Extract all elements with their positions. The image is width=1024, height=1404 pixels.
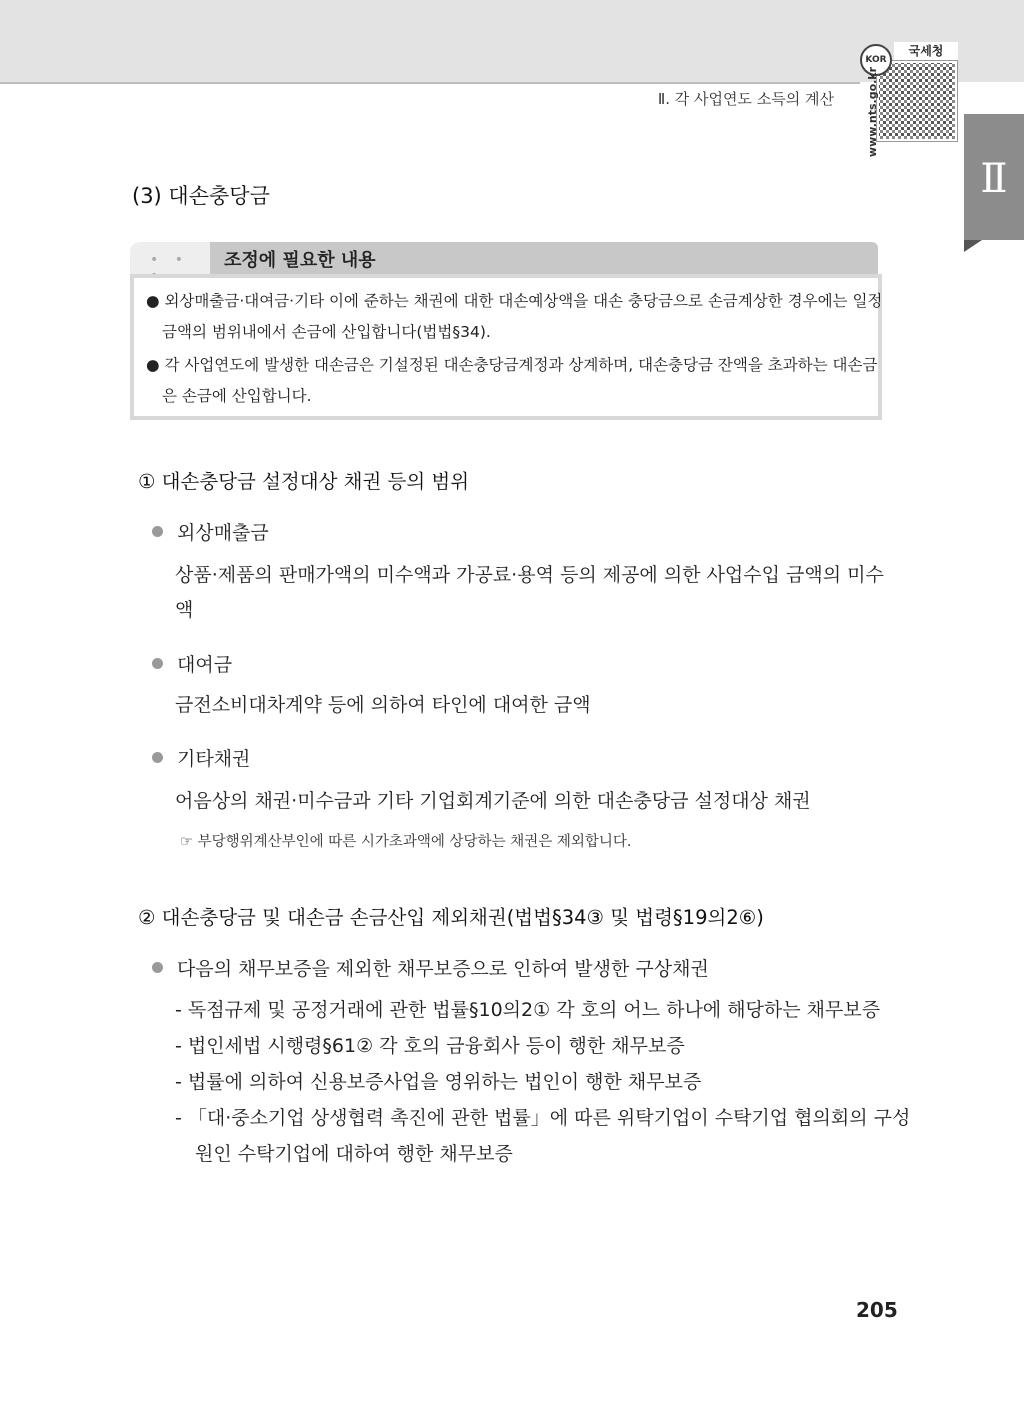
bullet-description: 금전소비대차계약 등에 의하여 타인에 대여한 금액 — [175, 694, 591, 716]
chapter-tab-notch — [964, 240, 982, 252]
notice-item: ● 외상매출금·대여금·기타 이에 준하는 채권에 대한 대손예상액을 대손 충당금으로 손금계상한 경우에는 일정금액의 범위내에서 손금에 산입합니다(법법§34). — [146, 292, 883, 341]
notice-box — [130, 242, 882, 420]
website-url[interactable]: www.nts.go.kr — [866, 66, 879, 158]
bullet-item — [152, 518, 269, 545]
notice-item: ● 각 사업연도에 발생한 대손금은 기설정된 대손충당금계정과 상계하며, 대손충당금 잔액을 초과하는 대손금은 손금에 산입합니다. — [146, 356, 878, 405]
agency-name: 국세청 — [894, 42, 958, 60]
bullet-item — [152, 744, 250, 771]
notice-body — [130, 274, 882, 420]
bullet-item — [152, 650, 232, 677]
bullet-label: 기타채권 — [177, 748, 251, 770]
part1-heading: ① 대손충당금 설정대상 채권 등의 범위 — [138, 470, 470, 493]
chapter-tab — [964, 114, 1024, 240]
agency-logo-block — [858, 42, 958, 158]
section-title: (3) 대손충당금 — [132, 184, 270, 208]
bullet-description: 상품·제품의 판매가액의 미수액과 가공료·용역 등의 제공에 의한 사업수입 금액의 미수액 — [175, 564, 884, 621]
note-text: ☞ 부당행위계산부인에 따른 시가초과액에 상당하는 채권은 제외합니다. — [180, 834, 632, 850]
part2-heading: ② 대손충당금 및 대손금 손금산입 제외채권(법법§34③ 및 법령§19의2⑥) — [138, 906, 764, 929]
bullet-item — [152, 954, 709, 981]
bullet-dot-icon — [152, 658, 163, 669]
dash-item: - 법률에 의하여 신용보증사업을 영위하는 법인이 행한 채무보증 — [175, 1071, 702, 1093]
chapter-tab-label: Ⅱ — [980, 156, 1008, 202]
page-number: 205 — [856, 1298, 898, 1322]
notice-heading: 조정에 필요한 내용 — [224, 250, 376, 271]
qr-pattern — [877, 61, 957, 141]
dash-item: - 「대·중소기업 상생협력 촉진에 관한 법률」에 따른 위탁기업이 수탁기업 협의회의 구성원인 수탁기업에 대하여 행한 채무보증 — [175, 1107, 911, 1165]
notice-tab — [130, 242, 210, 274]
bullet-label: 외상매출금 — [177, 522, 269, 544]
bullet-dot-icon — [152, 962, 163, 973]
chapter-title: Ⅱ. 각 사업연도 소득의 계산 — [657, 90, 834, 108]
dash-item: - 법인세법 시행령§61② 각 호의 금융회사 등이 행한 채무보증 — [175, 1035, 685, 1057]
bullet-description: 어음상의 채권·미수금과 기타 기업회계기준에 의한 대손충당금 설정대상 채권 — [175, 790, 811, 812]
bullet-label: 다음의 채무보증을 제외한 채무보증으로 인하여 발생한 구상채권 — [177, 958, 709, 980]
notice-dots: • • — [150, 252, 189, 268]
qr-code-icon[interactable] — [876, 60, 958, 142]
bullet-label: 대여금 — [177, 654, 233, 676]
bullet-dot-icon — [152, 526, 163, 537]
dash-item: - 독점규제 및 공정거래에 관한 법률§10의2① 각 호의 어느 하나에 해당하는 채무보증 — [175, 999, 881, 1021]
header-divider — [0, 82, 860, 84]
bullet-dot-icon — [152, 752, 163, 763]
kor-logo-icon: KOR — [860, 44, 892, 76]
